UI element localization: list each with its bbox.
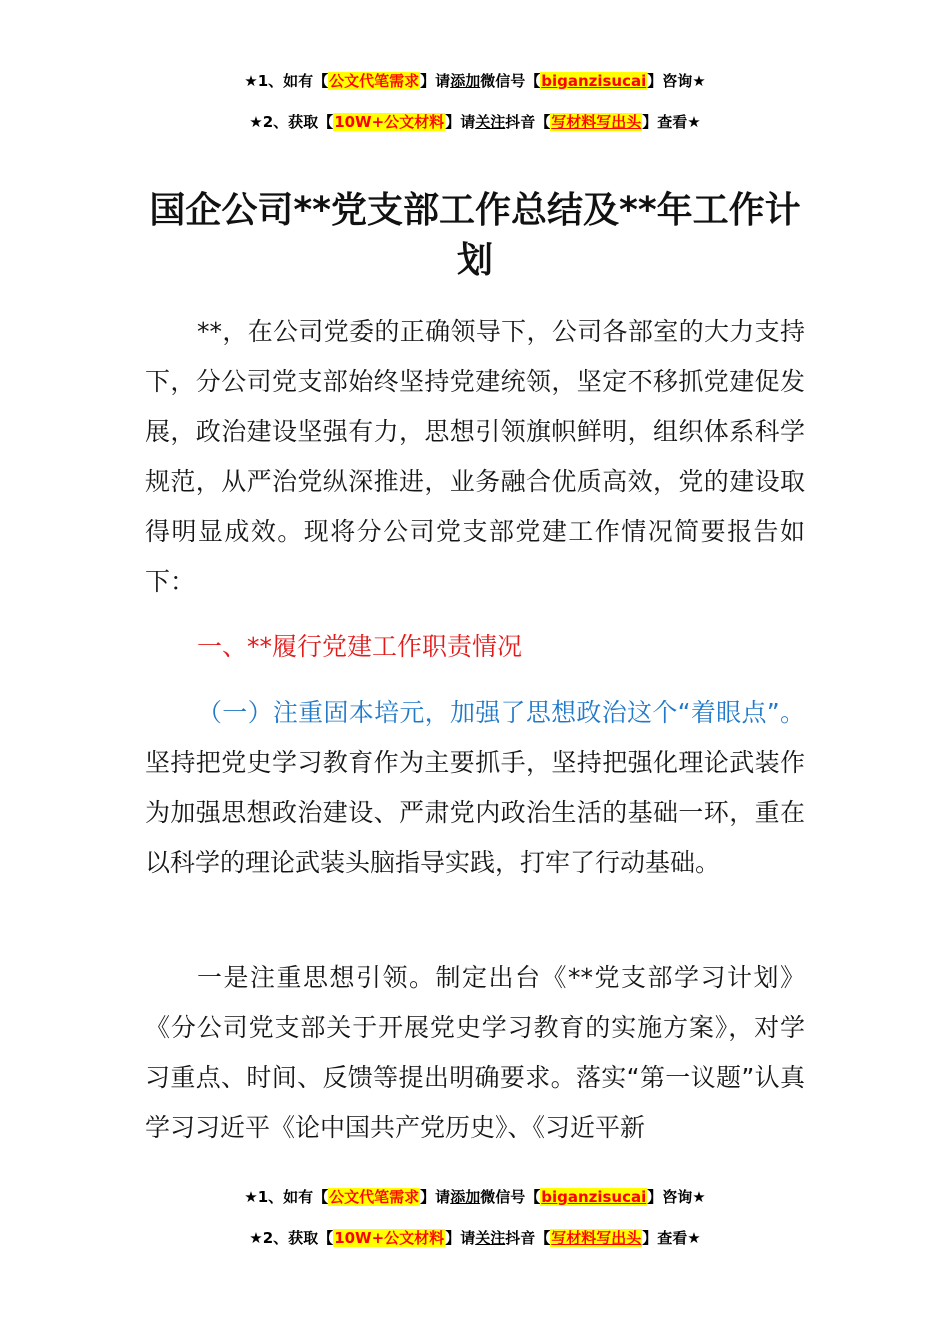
subsection-paragraph (145, 688, 805, 888)
banner-text: 】咨询★ (647, 72, 706, 90)
douyin-account-link[interactable]: 写材料写出头 (551, 1229, 642, 1247)
banner-highlight: 公文代笔需求 (329, 72, 420, 90)
header-banner-line-1 (0, 71, 950, 91)
banner-emphasis: 关注 (475, 1229, 506, 1247)
subsection-heading: （一）注重固本培元，加强了思想政治这个“着眼点”。 (197, 698, 805, 727)
banner-text: 】咨询★ (647, 1188, 706, 1206)
banner-emphasis: 添加 (450, 72, 481, 90)
banner-text: ★1、如有【 (244, 72, 329, 90)
banner-text: ★2、获取【 (249, 1229, 334, 1247)
footer-banner-line-2 (0, 1228, 950, 1248)
body-paragraph: 一是注重思想引领。制定出台《**党支部学习计划》《分公司党支部关于开展党史学习教育的实施方案》，对学习重点、时间、反馈等提出明确要求。落实“第一议题”认真学习习近平《论中国共产党历史》、《习近平新 (145, 963, 805, 1142)
intro-paragraph: **，在公司党委的正确领导下，公司各部室的大力支持下，分公司党支部始终坚持党建统领，坚定不移抓党建促发展，政治建设坚强有力，思想引领旗帜鲜明，组织体系科学规范，从严治党纵深推进，业务融合优质高效，党的建设取得明显成效。现将分公司党支部党建工作情况简要报告如下： (145, 317, 805, 596)
banner-highlight: 10W+公文材料 (334, 113, 445, 131)
banner-emphasis: 添加 (450, 1188, 481, 1206)
banner-text: 抖音【 (505, 1229, 551, 1247)
banner-text: 微信号【 (480, 72, 541, 90)
banner-text: 】查看★ (642, 1229, 701, 1247)
banner-text: 】查看★ (642, 113, 701, 131)
banner-text: 微信号【 (480, 1188, 541, 1206)
document-title: 国企公司**党支部工作总结及**年工作计划 (149, 190, 801, 281)
banner-text: ★2、获取【 (249, 113, 334, 131)
banner-text: 】请 (445, 113, 476, 131)
banner-text: 抖音【 (505, 113, 551, 131)
banner-highlight: 10W+公文材料 (334, 1229, 445, 1247)
banner-text: 】请 (420, 72, 451, 90)
footer-banner-line-1 (0, 1187, 950, 1207)
header-banner-line-2 (0, 112, 950, 132)
wechat-id-link[interactable]: biganzisucai (541, 72, 647, 90)
banner-text: ★1、如有【 (244, 1188, 329, 1206)
section-heading: 一、**履行党建工作职责情况 (197, 632, 523, 661)
banner-text: 】请 (445, 1229, 476, 1247)
douyin-account-link[interactable]: 写材料写出头 (551, 113, 642, 131)
subsection-body: 坚持把党史学习教育作为主要抓手，坚持把强化理论武装作为加强思想政治建设、严肃党内政治生活的基础一环，重在以科学的理论武装头脑指导实践，打牢了行动基础。 (145, 748, 805, 877)
banner-emphasis: 关注 (475, 113, 506, 131)
banner-text: 】请 (420, 1188, 451, 1206)
banner-highlight: 公文代笔需求 (329, 1188, 420, 1206)
wechat-id-link[interactable]: biganzisucai (541, 1188, 647, 1206)
